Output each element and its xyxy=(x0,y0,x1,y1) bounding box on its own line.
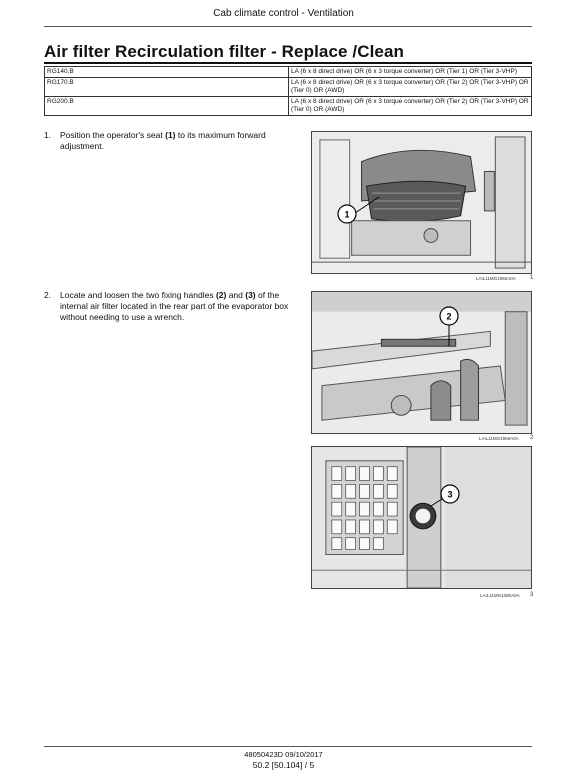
title-divider xyxy=(44,62,532,64)
figure-1-callout xyxy=(311,131,532,274)
figure-code: LAIL11MG1080A0A xyxy=(480,593,520,598)
callout-number: 3 xyxy=(447,489,453,500)
page-number: 50.2 [50.104] / 5 xyxy=(252,760,315,770)
model-cell: RG170.B xyxy=(45,78,289,97)
config-cell: LA (6 x 8 direct drive) OR (6 x 3 torque converter) OR (Tier 1) OR (Tier 3-VHP) xyxy=(289,67,532,78)
callout-ref: (3) xyxy=(245,290,256,300)
config-cell: LA (6 x 8 direct drive) OR (6 x 3 torque converter) OR (Tier 2) OR (Tier 3-VHP) OR (Tier 0) OR (AWD) xyxy=(289,97,532,116)
table-row xyxy=(45,67,532,78)
running-header: Cab climate control - Ventilation xyxy=(213,8,354,19)
table-row xyxy=(45,97,532,116)
figure-code: LAIL11MG1966A0A xyxy=(479,436,519,441)
figure-3-callout xyxy=(311,446,532,589)
callout-number: 2 xyxy=(446,311,452,322)
step-text-part: Position the operator's seat xyxy=(60,130,166,140)
figure-2-callout xyxy=(311,291,532,434)
callout-number: 1 xyxy=(344,209,350,220)
model-cell: RG200.B xyxy=(45,97,289,116)
step-text-part: of the internal air filter located in the rear part of the evaporator box without needing to use a wrench. xyxy=(60,290,289,322)
model-applicability-table xyxy=(44,66,532,116)
step-1 xyxy=(44,130,298,152)
callout-ref: (1) xyxy=(165,130,176,140)
figure-number: 1 xyxy=(530,275,534,281)
model-cell: RG140.B xyxy=(45,67,289,78)
header-divider xyxy=(44,26,532,27)
figure-number: 2 xyxy=(530,435,534,441)
step-text xyxy=(60,130,298,152)
table-row xyxy=(45,78,532,97)
step-text xyxy=(60,290,298,323)
step-text-part: and xyxy=(226,290,246,300)
page-title: Air filter Recirculation filter - Replace /Clean xyxy=(44,42,405,61)
config-cell: LA (6 x 8 direct drive) OR (6 x 3 torque converter) OR (Tier 2) OR (Tier 3-VHP) OR (Tier 0) OR (AWD) xyxy=(289,78,532,97)
figure-code: LAIL11MG1965A0A xyxy=(476,276,516,281)
step-text-part: to its maximum forward adjustment. xyxy=(60,130,266,151)
footer-divider xyxy=(44,746,532,747)
document-number: 48050423D 09/10/2017 xyxy=(244,750,323,759)
step-number: 1. xyxy=(44,130,52,140)
figure-number: 3 xyxy=(530,592,534,598)
step-number: 2. xyxy=(44,290,52,300)
step-2 xyxy=(44,290,298,323)
callout-ref: (2) xyxy=(215,290,227,300)
step-text-part: Locate and loosen the two fixing handles xyxy=(60,290,216,300)
